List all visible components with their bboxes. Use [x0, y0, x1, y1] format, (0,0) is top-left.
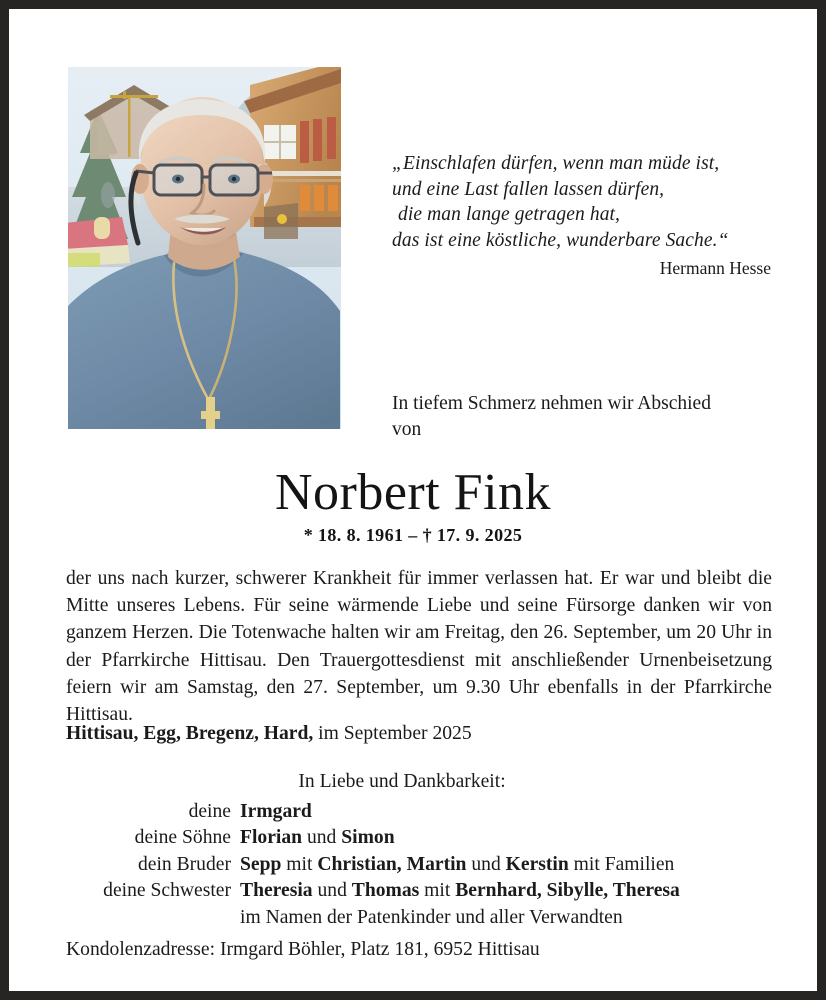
family-row	[66, 852, 772, 879]
family-names: Sepp mit Christian, Martin und Kerstin mit Familien	[240, 853, 675, 875]
family-relation: dein Bruder	[137, 853, 231, 875]
farewell-leadin	[392, 391, 777, 443]
family-row	[66, 825, 772, 852]
places-date: im September 2025	[313, 723, 472, 744]
family-names: Florian und Simon	[240, 827, 395, 848]
deceased-name-block	[18, 464, 808, 546]
family-row	[66, 799, 772, 826]
obituary-body-text: der uns nach kurzer, schwerer Krankheit für immer verlassen hat. Er war und bleibt die Mitte unseres Lebens. Für seine wärmende Liebe und seine Fürsorge danken wir von ganzem Herzen. Die Totenwache halten wir am Freitag, den 26. September, um 20 Uhr in der Pfarrkirche Hittisau. Den Trauergottesdienst mit anschließender Urnenbeisetzung feiern wir am Samstag, den 27. September, um 9.30 Uhr ebenfalls in der Pfarrkirche Hittisau.	[66, 568, 772, 726]
family-names: Irmgard	[240, 800, 312, 822]
farewell-leadin-line-2: von	[392, 419, 422, 440]
quote-line-2: und eine Last fallen lassen dürfen,	[392, 178, 665, 200]
family-names: Theresia und Thomas mit Bernhard, Sibylle, Theresa	[240, 880, 680, 901]
quote-line-3: die man lange getragen hat,	[398, 204, 621, 225]
farewell-leadin-line-1: In tiefem Schmerz nehmen wir Abschied	[392, 393, 711, 414]
deceased-dates: * 18. 8. 1961 – † 17. 9. 2025	[303, 525, 523, 545]
quote-block	[392, 151, 777, 279]
family-list	[66, 769, 772, 931]
quote-author: Hermann Hesse	[659, 258, 771, 278]
family-row	[66, 878, 772, 905]
notice-sheet	[9, 9, 817, 991]
quote-line-4: das ist eine köstliche, wunderbare Sache.“	[392, 229, 729, 251]
portrait-photo-graphic	[68, 67, 341, 429]
family-list-footer: im Namen der Patenkinder und aller Verwandten	[240, 906, 623, 928]
family-relation: deine	[188, 800, 231, 822]
deceased-name: Norbert Fink	[274, 464, 552, 521]
condolence-address: Kondolenzadresse: Irmgard Böhler, Platz 181, 6952 Hittisau	[66, 939, 540, 960]
portrait-photo	[68, 67, 341, 429]
places-and-date-line	[66, 721, 472, 747]
family-list-heading: In Liebe und Dankbarkeit:	[298, 771, 506, 792]
places-towns: Hittisau, Egg, Bregenz, Hard,	[66, 723, 314, 744]
quote-line-1: „Einschlafen dürfen, wenn man müde ist,	[392, 153, 720, 174]
family-relation: deine Schwester	[103, 880, 231, 901]
family-relation: deine Söhne	[134, 827, 231, 848]
